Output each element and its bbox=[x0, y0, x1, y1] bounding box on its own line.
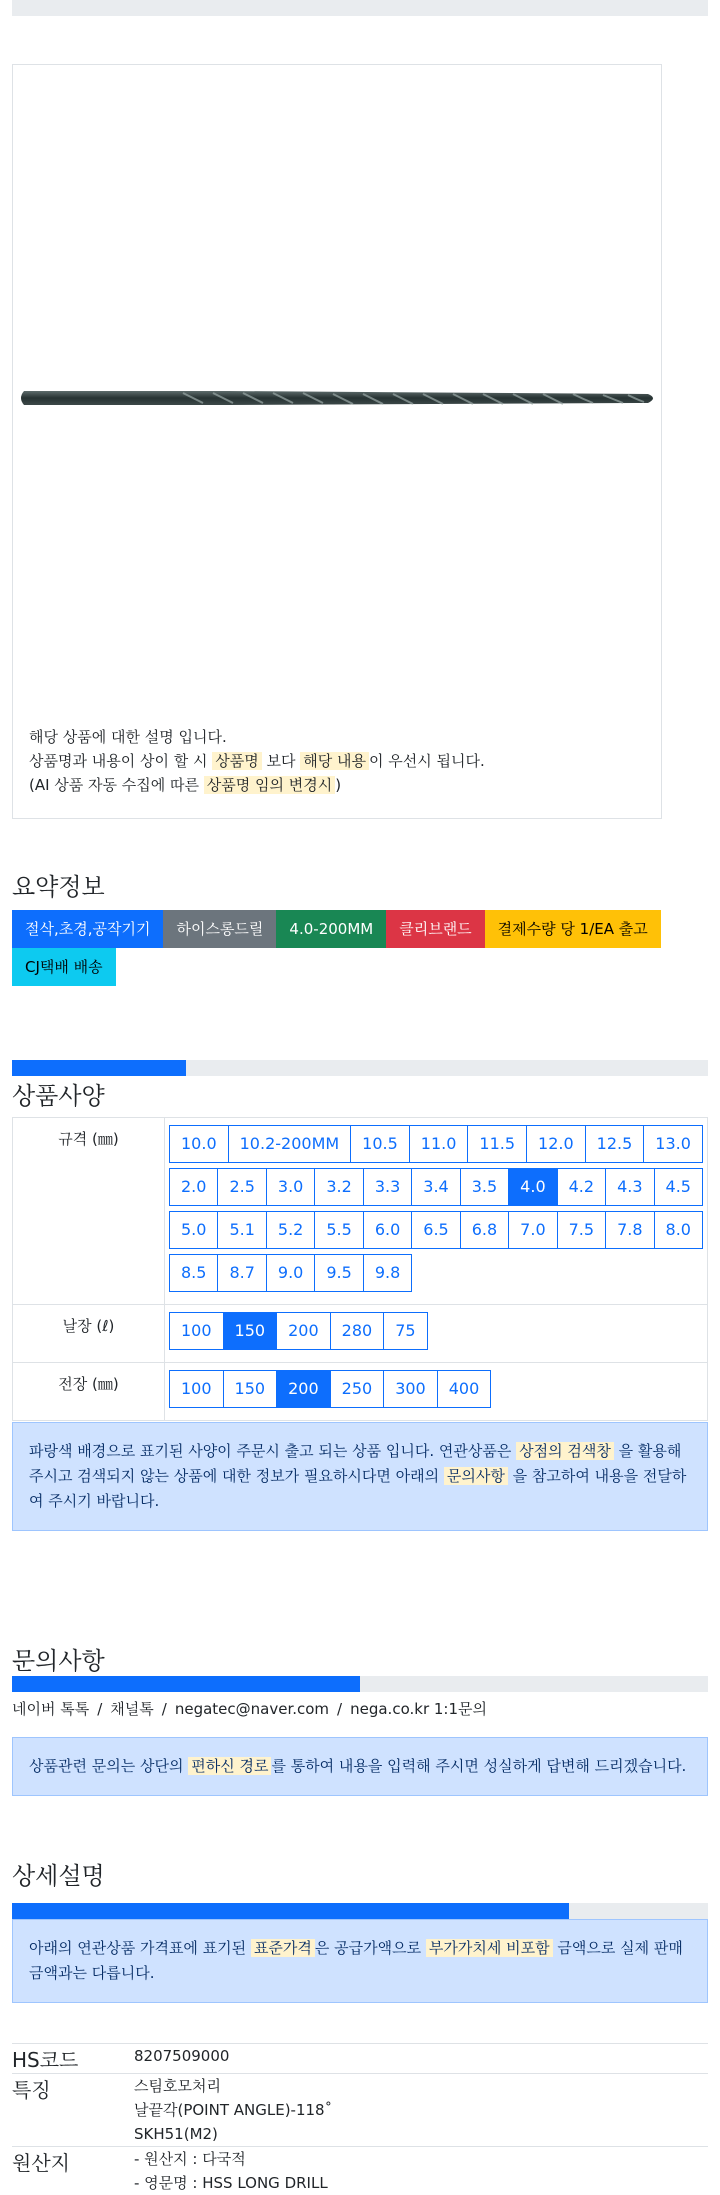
inquiry-progress-bar bbox=[12, 1676, 708, 1692]
info-value-line: 날끝각(POINT ANGLE)-118˚ bbox=[134, 2101, 333, 2119]
contact-link[interactable]: nega.co.kr 1:1문의 bbox=[350, 1700, 487, 1718]
drill-image bbox=[18, 383, 658, 413]
spec-progress-fill bbox=[12, 1060, 186, 1076]
info-row bbox=[12, 2146, 708, 2195]
summary-badge: 클리브랜드 bbox=[386, 910, 484, 948]
spec-option-button[interactable]: 2.0 bbox=[169, 1168, 218, 1206]
spec-option-button[interactable]: 5.2 bbox=[266, 1211, 315, 1249]
spec-option-button[interactable]: 4.5 bbox=[654, 1168, 703, 1206]
top-divider bbox=[12, 0, 708, 16]
info-value bbox=[134, 2074, 332, 2146]
spec-option-button[interactable]: 3.2 bbox=[314, 1168, 363, 1206]
spec-option-button[interactable]: 3.5 bbox=[460, 1168, 509, 1206]
spec-option-button[interactable]: 6.5 bbox=[411, 1211, 460, 1249]
contact-separator: / bbox=[97, 1700, 103, 1718]
spec-option-button[interactable]: 6.0 bbox=[363, 1211, 412, 1249]
contact-link[interactable]: negatec@naver.com bbox=[174, 1700, 330, 1718]
info-value bbox=[134, 2044, 229, 2073]
spec-option-button[interactable]: 6.8 bbox=[460, 1211, 509, 1249]
contact-separator: / bbox=[337, 1700, 343, 1718]
image-description bbox=[29, 725, 485, 797]
spec-option-button[interactable]: 3.3 bbox=[363, 1168, 412, 1206]
spec-options bbox=[165, 1118, 705, 1304]
summary-title: 요약정보 bbox=[12, 873, 105, 901]
spec-option-button[interactable]: 5.0 bbox=[169, 1211, 218, 1249]
info-value bbox=[134, 2147, 328, 2195]
spec-option-button[interactable]: 300 bbox=[383, 1370, 438, 1408]
spec-row-label: 날장 (ℓ) bbox=[13, 1305, 165, 1363]
product-info-list bbox=[12, 2043, 708, 2195]
spec-option-button[interactable]: 150 bbox=[223, 1312, 278, 1350]
info-value-line: - 영문명 : HSS LONG DRILL bbox=[134, 2174, 328, 2192]
spec-option-button[interactable]: 100 bbox=[169, 1312, 224, 1350]
detail-title: 상세설명 bbox=[12, 1862, 105, 1890]
image-desc-line: 해당 상품에 대한 설명 입니다. bbox=[29, 728, 227, 746]
spec-title: 상품사양 bbox=[12, 1082, 105, 1110]
spec-option-button[interactable]: 5.5 bbox=[314, 1211, 363, 1249]
spec-row bbox=[13, 1305, 708, 1363]
spec-option-button[interactable]: 12.0 bbox=[526, 1125, 586, 1163]
spec-progress-bar bbox=[12, 1060, 708, 1076]
inquiry-progress-fill bbox=[12, 1676, 360, 1692]
spec-option-button[interactable]: 2.5 bbox=[217, 1168, 266, 1206]
spec-notice: 파랑색 배경으로 표기된 사양이 주문시 출고 되는 상품 입니다. 연관상품은 상점의 검색창 을 활용해 주시고 검색되지 않는 상품에 대한 정보가 필요하시다면 아래의 문의사항 을 참고하여 내용을 전달하여 주시기 바랍니다. bbox=[12, 1422, 708, 1531]
spec-row bbox=[13, 1363, 708, 1421]
contact-channels bbox=[12, 1698, 708, 1719]
inquiry-notice: 상품관련 문의는 상단의 편하신 경로 를 통하여 내용을 입력해 주시면 성실하게 답변해 드리겠습니다. bbox=[12, 1737, 708, 1796]
spec-option-button[interactable]: 3.0 bbox=[266, 1168, 315, 1206]
contact-link[interactable]: 네이버 톡톡 bbox=[12, 1700, 90, 1718]
spec-option-button[interactable]: 10.0 bbox=[169, 1125, 229, 1163]
info-value-line: SKH51(M2) bbox=[134, 2125, 218, 2143]
spec-option-button[interactable]: 8.5 bbox=[169, 1254, 218, 1292]
summary-badge: 절삭,초경,공작기기 bbox=[12, 910, 163, 948]
info-row bbox=[12, 2043, 708, 2073]
summary-badge: 하이스롱드릴 bbox=[163, 910, 276, 948]
product-image-frame bbox=[12, 64, 662, 819]
spec-option-button[interactable]: 400 bbox=[437, 1370, 492, 1408]
spec-row bbox=[13, 1118, 708, 1305]
spec-option-button[interactable]: 13.0 bbox=[643, 1125, 703, 1163]
contact-separator: / bbox=[161, 1700, 167, 1718]
info-row bbox=[12, 2073, 708, 2146]
inquiry-title: 문의사항 bbox=[12, 1647, 105, 1675]
spec-option-button[interactable]: 7.8 bbox=[605, 1211, 654, 1249]
spec-option-button[interactable]: 200 bbox=[276, 1312, 331, 1350]
image-desc-line: (AI 상품 자동 수집에 따른 상품명 임의 변경시 ) bbox=[29, 776, 342, 794]
spec-option-button[interactable]: 100 bbox=[169, 1370, 224, 1408]
spec-option-button[interactable]: 11.0 bbox=[409, 1125, 469, 1163]
info-value-line: - 원산지 : 다국적 bbox=[134, 2150, 246, 2168]
spec-option-button[interactable]: 9.0 bbox=[266, 1254, 315, 1292]
summary-badge: 결제수량 당 1/EA 출고 bbox=[485, 910, 661, 948]
spec-option-button[interactable]: 5.1 bbox=[217, 1211, 266, 1249]
spec-option-button[interactable]: 8.0 bbox=[654, 1211, 703, 1249]
image-desc-line: 상품명과 내용이 상이 할 시 상품명 보다 해당 내용 이 우선시 됩니다. bbox=[29, 752, 485, 770]
info-key: 원산지 bbox=[12, 2151, 70, 2175]
info-value-line: 스팀호모처리 bbox=[134, 2077, 221, 2095]
spec-row-label: 전장 (㎜) bbox=[13, 1363, 165, 1421]
spec-option-button[interactable]: 9.8 bbox=[363, 1254, 412, 1292]
spec-option-button[interactable]: 3.4 bbox=[411, 1168, 460, 1206]
spec-option-button[interactable]: 150 bbox=[223, 1370, 278, 1408]
summary-badge: CJ택배 배송 bbox=[12, 948, 116, 986]
spec-option-button[interactable]: 250 bbox=[330, 1370, 385, 1408]
spec-options bbox=[165, 1363, 705, 1420]
spec-option-button[interactable]: 10.2-200MM bbox=[228, 1125, 352, 1163]
spec-option-button[interactable]: 11.5 bbox=[467, 1125, 527, 1163]
spec-option-button[interactable]: 8.7 bbox=[217, 1254, 266, 1292]
spec-option-button[interactable]: 7.5 bbox=[557, 1211, 606, 1249]
spec-option-button[interactable]: 9.5 bbox=[314, 1254, 363, 1292]
detail-progress-fill bbox=[12, 1903, 569, 1919]
info-value-line: 8207509000 bbox=[134, 2047, 230, 2065]
summary-badges bbox=[12, 910, 708, 986]
contact-link[interactable]: 채널톡 bbox=[110, 1700, 154, 1718]
spec-option-button[interactable]: 4.3 bbox=[605, 1168, 654, 1206]
spec-option-button[interactable]: 10.5 bbox=[350, 1125, 410, 1163]
spec-option-button[interactable]: 7.0 bbox=[508, 1211, 557, 1249]
spec-row-label: 규격 (㎜) bbox=[13, 1118, 165, 1305]
spec-option-button[interactable]: 200 bbox=[276, 1370, 331, 1408]
spec-option-button[interactable]: 12.5 bbox=[585, 1125, 645, 1163]
spec-option-button[interactable]: 75 bbox=[383, 1312, 427, 1350]
spec-option-button[interactable]: 4.0 bbox=[508, 1168, 557, 1206]
spec-options bbox=[165, 1305, 705, 1362]
spec-option-button[interactable]: 4.2 bbox=[557, 1168, 606, 1206]
spec-option-button[interactable]: 280 bbox=[330, 1312, 385, 1350]
info-key: HS코드 bbox=[12, 2048, 79, 2072]
summary-badge: 4.0-200MM bbox=[276, 910, 386, 948]
detail-notice: 아래의 연관상품 가격표에 표기된 표준가격 은 공급가액으로 부가가치세 비포함 금액으로 실제 판매금액과는 다릅니다. bbox=[12, 1919, 708, 2003]
detail-progress-bar bbox=[12, 1903, 708, 1919]
spec-table bbox=[12, 1117, 708, 1421]
info-key: 특징 bbox=[12, 2078, 51, 2102]
